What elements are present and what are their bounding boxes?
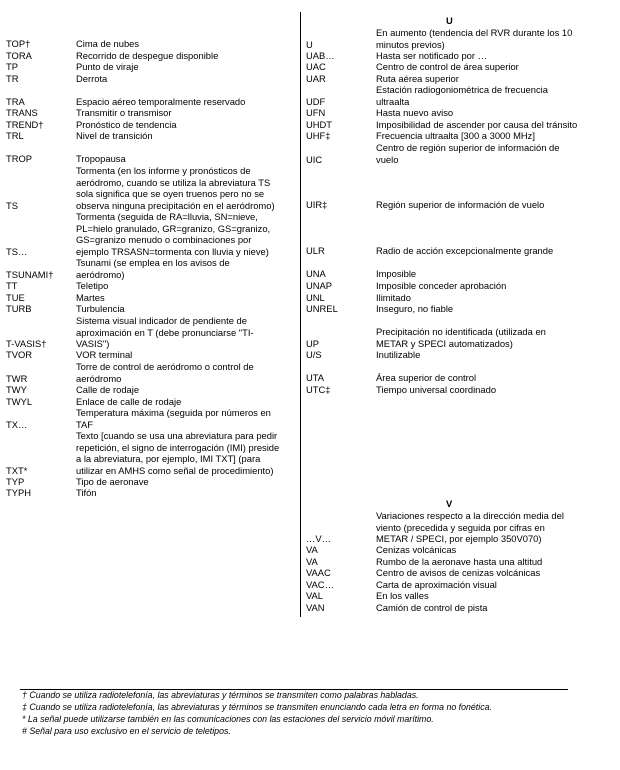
- abbreviation-code: TWYL: [6, 396, 33, 407]
- abbreviation-code: TRL: [6, 130, 24, 141]
- abbreviation-definition-line: METAR / SPECI, por ejemplo 350V070): [376, 533, 542, 544]
- abbreviation-code: UHF‡: [306, 130, 331, 141]
- abbreviation-definition-line: Tifón: [76, 487, 97, 498]
- abbreviation-definition-line: Pronóstico de tendencia: [76, 119, 177, 130]
- abbreviation-definition-line: sola significa que se oyen truenos pero no se: [76, 188, 265, 199]
- abbreviation-code: TYP: [6, 476, 25, 487]
- abbreviation-code: U/S: [306, 349, 322, 360]
- abbreviation-definition-line: Teletipo: [76, 280, 109, 291]
- abbreviation-definition-line: minutos previos): [376, 38, 445, 50]
- abbreviation-code: VA: [306, 556, 318, 567]
- abbreviation-code: TREND†: [6, 119, 44, 130]
- abbreviation-definition-line: Tormenta (seguida de RA=lluvia, SN=nieve,: [76, 211, 258, 222]
- abbreviation-code: TSUNAMI†: [6, 268, 54, 280]
- abbreviation-code: TRA: [6, 96, 25, 107]
- abbreviation-code: TURB: [6, 303, 32, 314]
- abbreviation-definition-line: GS=granizo menudo o combinaciones por: [76, 234, 252, 245]
- abbreviation-code: VAAC: [306, 567, 331, 578]
- abbreviation-definition-line: METAR y SPECI automatizados): [376, 337, 513, 349]
- abbreviation-definition-line: Centro de avisos de cenizas volcánicas: [376, 567, 541, 578]
- abbreviation-definition-line: Martes: [76, 292, 105, 303]
- abbreviation-code: TWY: [6, 384, 27, 395]
- abbreviation-definition-line: ultraalta: [376, 95, 410, 107]
- abbreviation-definition-line: Rumbo de la aeronave hasta una altitud: [376, 556, 543, 567]
- abbreviation-definition-line: Área superior de control: [376, 372, 477, 383]
- footnote: # Señal para uso exclusivo en el servicio de teletipos.: [22, 726, 231, 736]
- column-divider: [300, 12, 301, 617]
- abbreviation-definition-line: VASIS"): [76, 338, 110, 349]
- section-letter-v: V: [446, 498, 453, 509]
- abbreviation-definition-line: PL=hielo granulado, GR=granizo, GS=granizo,: [76, 222, 271, 234]
- abbreviation-definition-line: VOR terminal: [76, 349, 133, 360]
- abbreviation-definition-line: a la abreviatura, por ejemplo, IMI TXT] (para: [76, 453, 261, 464]
- abbreviation-code: TS…: [6, 245, 28, 257]
- footnote: ‡ Cuando se utiliza radiotelefonía, las abreviaturas y términos se transmiten enunciando cada letra en forma no fonética.: [22, 702, 492, 712]
- abbreviation-definition-line: Texto [cuando se usa una abreviatura para pedir: [76, 430, 278, 441]
- abbreviation-definition-line: Inutilizable: [376, 349, 421, 360]
- abbreviation-definition-line: Tropopausa: [76, 153, 126, 164]
- abbreviation-definition-line: Radio de acción excepcionalmente grande: [376, 245, 554, 256]
- abbreviation-code: UNA: [306, 268, 326, 279]
- abbreviation-definition-line: aeródromo): [76, 268, 125, 280]
- abbreviation-definition-line: aeródromo: [76, 372, 122, 384]
- abbreviation-code: UNAP: [306, 280, 333, 291]
- abbreviation-code: TXT*: [6, 464, 28, 476]
- abbreviation-definition-line: Cima de nubes: [76, 38, 140, 49]
- abbreviation-code: VAN: [306, 602, 325, 613]
- abbreviation-definition-line: aeródromo, cuando se utiliza la abreviatura TS: [76, 176, 271, 188]
- abbreviation-definition-line: aproximación en T (debe pronunciarse "TI-: [76, 326, 254, 338]
- abbreviation-code: UDF: [306, 95, 326, 107]
- abbreviation-code: VAL: [306, 590, 324, 601]
- abbreviation-definition-line: Recorrido de despegue disponible: [76, 50, 219, 61]
- abbreviation-code: UAB…: [306, 50, 335, 61]
- abbreviation-code: UNREL: [306, 303, 338, 314]
- abbreviation-definition-line: Temperatura máxima (seguida por números en: [76, 407, 271, 418]
- abbreviation-definition-line: Hasta nuevo aviso: [376, 107, 454, 118]
- abbreviation-definition-line: Espacio aéreo temporalmente reservado: [76, 96, 246, 107]
- abbreviation-definition-line: Tsunami (se emplea en los avisos de: [76, 257, 230, 268]
- abbreviation-code: UAC: [306, 61, 326, 72]
- section-letter-u: U: [446, 15, 453, 26]
- abbreviation-code: UNL: [306, 292, 325, 303]
- abbreviation-code: U: [306, 38, 313, 50]
- abbreviation-definition-line: Inseguro, no fiable: [376, 303, 454, 314]
- abbreviation-definition-line: En aumento (tendencia del RVR durante los 10: [376, 27, 573, 38]
- abbreviation-definition-line: viento (precedida y seguida por cifras en: [376, 521, 545, 533]
- abbreviation-definition-line: utilizar en AMHS como señal de procedimiento): [76, 464, 274, 476]
- abbreviation-code: UP: [306, 337, 320, 349]
- abbreviation-code: ULR: [306, 245, 325, 256]
- abbreviation-code: UHDT: [306, 119, 333, 130]
- abbreviation-definition-line: Derrota: [76, 73, 108, 84]
- abbreviation-definition-line: Centro de control de área superior: [376, 61, 519, 72]
- abbreviation-definition-line: Precipitación no identificada (utilizada en: [376, 326, 546, 337]
- abbreviation-definition-line: Ilimitado: [376, 292, 411, 303]
- abbreviation-code: UIR‡: [306, 199, 328, 210]
- abbreviation-definition-line: En los valles: [376, 590, 429, 601]
- abbreviation-definition-line: vuelo: [376, 153, 399, 165]
- footnote: † Cuando se utiliza radiotelefonía, las abreviaturas y términos se transmiten como palabras habladas.: [22, 690, 419, 700]
- abbreviation-definition-line: Variaciones respecto a la dirección media del: [376, 510, 564, 521]
- abbreviation-definition-line: Ruta aérea superior: [376, 73, 459, 84]
- abbreviation-code: TOP†: [6, 38, 31, 49]
- abbreviation-code: TX…: [6, 418, 28, 430]
- abbreviation-definition-line: Cenizas volcánicas: [376, 544, 457, 555]
- abbreviation-code: UIC: [306, 153, 323, 165]
- abbreviation-definition-line: Imposibilidad de ascender por causa del tránsito: [376, 119, 578, 130]
- abbreviation-definition-line: Hasta ser notificado por …: [376, 50, 487, 61]
- abbreviation-definition-line: Calle de rodaje: [76, 384, 140, 395]
- abbreviation-definition-line: Camión de control de pista: [376, 602, 488, 613]
- abbreviation-definition-line: Sistema visual indicador de pendiente de: [76, 315, 247, 326]
- abbreviation-definition-line: Punto de viraje: [76, 61, 139, 72]
- abbreviation-code: UAR: [306, 73, 326, 84]
- abbreviation-definition-line: Tiempo universal coordinado: [376, 384, 497, 395]
- abbreviation-definition-line: Enlace de calle de rodaje: [76, 396, 182, 407]
- abbreviation-definition-line: Centro de región superior de información de: [376, 142, 560, 153]
- abbreviation-code: TVOR: [6, 349, 33, 360]
- abbreviation-code: TROP: [6, 153, 33, 164]
- abbreviation-code: TS: [6, 199, 18, 211]
- abbreviation-definition-line: Transmitir o transmisor: [76, 107, 172, 118]
- abbreviation-definition-line: Nivel de transición: [76, 130, 153, 141]
- abbreviation-definition-line: repetición, el signo de interrogación (IMI) preside: [76, 441, 280, 453]
- abbreviation-code: TUE: [6, 292, 25, 303]
- abbreviation-definition-line: Imposible: [376, 268, 417, 279]
- abbreviation-code: UTA: [306, 372, 325, 383]
- abbreviation-code: TYPH: [6, 487, 32, 498]
- abbreviation-code: TRANS: [6, 107, 38, 118]
- abbreviation-definition-line: Frecuencia ultraalta [300 a 3000 MHz]: [376, 130, 535, 141]
- abbreviation-code: VAC…: [306, 579, 334, 590]
- abbreviation-code: TT: [6, 280, 18, 291]
- abbreviation-code: TORA: [6, 50, 32, 61]
- abbreviation-definition-line: Torre de control de aeródromo o control de: [76, 361, 254, 372]
- abbreviation-definition-line: observa ninguna precipitación en el aeródromo): [76, 199, 275, 211]
- abbreviation-code: VA: [306, 544, 318, 555]
- abbreviation-code: TP: [6, 61, 18, 72]
- abbreviation-definition-line: Turbulencia: [76, 303, 125, 314]
- abbreviation-code: …V…: [306, 533, 332, 544]
- abbreviation-code: UTC‡: [306, 384, 331, 395]
- abbreviation-definition-line: TAF: [76, 418, 94, 430]
- footnote: * La señal puede utilizarse también en las comunicaciones con las estaciones del servicio móvil marítimo.: [22, 714, 434, 724]
- abbreviation-definition-line: Carta de aproximación visual: [376, 579, 497, 590]
- abbreviation-definition-line: Estación radiogoniométrica de frecuencia: [376, 84, 548, 95]
- abbreviation-definition-line: Región superior de información de vuelo: [376, 199, 545, 210]
- abbreviation-definition-line: Imposible conceder aprobación: [376, 280, 507, 291]
- abbreviation-code: TWR: [6, 372, 28, 384]
- abbreviation-code: UFN: [306, 107, 326, 118]
- abbreviation-definition-line: ejemplo TRSASN=tormenta con lluvia y nieve): [76, 245, 269, 257]
- abbreviation-code: T-VASIS†: [6, 338, 47, 349]
- abbreviation-definition-line: Tipo de aeronave: [76, 476, 149, 487]
- abbreviation-code: TR: [6, 73, 19, 84]
- abbreviation-definition-line: Tormenta (en los informe y pronósticos de: [76, 165, 251, 176]
